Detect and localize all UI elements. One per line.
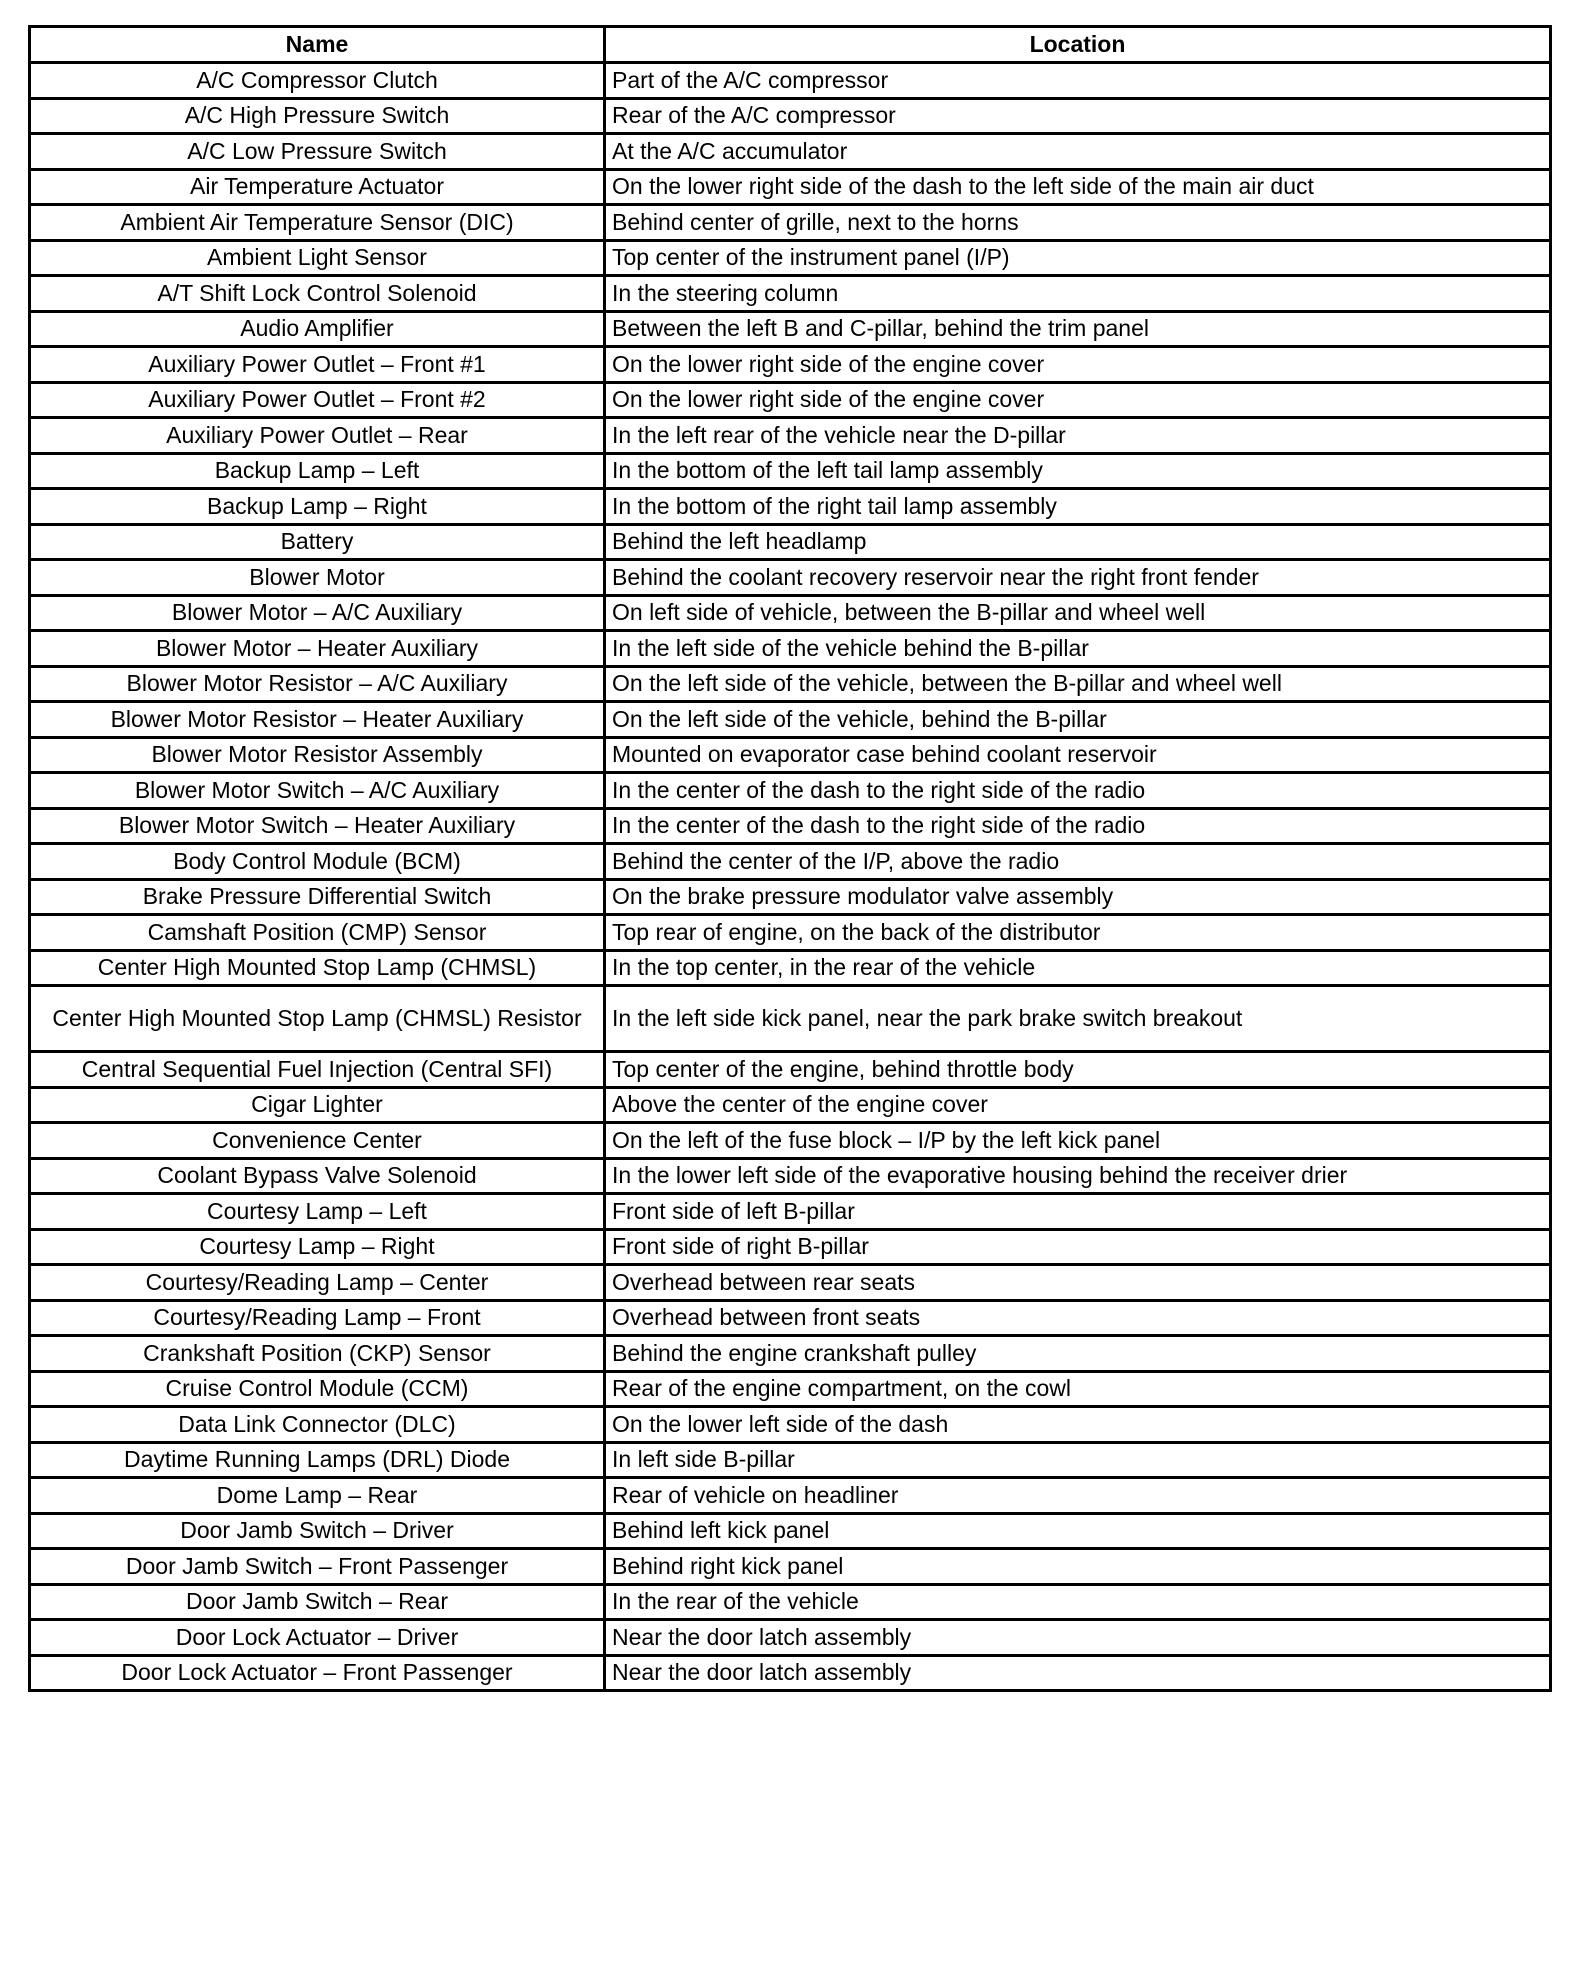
table-row	[30, 879, 1551, 915]
table-row	[30, 1300, 1551, 1336]
component-name-cell: A/C Compressor Clutch	[30, 63, 605, 99]
table-row	[30, 808, 1551, 844]
table-row	[30, 1123, 1551, 1159]
component-location-cell: Between the left B and C-pillar, behind the trim panel	[605, 311, 1551, 347]
component-location-cell: Behind the coolant recovery reservoir near the right front fender	[605, 560, 1551, 596]
component-location-cell: Behind left kick panel	[605, 1513, 1551, 1549]
component-name-cell: Door Jamb Switch – Front Passenger	[30, 1549, 605, 1585]
component-name-cell: Ambient Light Sensor	[30, 240, 605, 276]
component-name-cell: Door Jamb Switch – Driver	[30, 1513, 605, 1549]
table-row	[30, 205, 1551, 241]
table-row	[30, 382, 1551, 418]
component-location-cell: In the left rear of the vehicle near the D-pillar	[605, 418, 1551, 454]
component-name-cell: Convenience Center	[30, 1123, 605, 1159]
component-location-cell: Rear of vehicle on headliner	[605, 1478, 1551, 1514]
table-row	[30, 595, 1551, 631]
component-location-cell: At the A/C accumulator	[605, 134, 1551, 170]
component-location-cell: On the lower left side of the dash	[605, 1407, 1551, 1443]
table-header-row	[30, 27, 1551, 63]
table-row	[30, 666, 1551, 702]
component-location-cell: On the left side of the vehicle, between the B-pillar and wheel well	[605, 666, 1551, 702]
component-name-cell: Battery	[30, 524, 605, 560]
component-location-cell: In the top center, in the rear of the vehicle	[605, 950, 1551, 986]
component-location-cell: In left side B-pillar	[605, 1442, 1551, 1478]
table-row	[30, 1442, 1551, 1478]
table-row	[30, 134, 1551, 170]
component-name-cell: Courtesy Lamp – Left	[30, 1194, 605, 1230]
component-name-cell: Center High Mounted Stop Lamp (CHMSL)	[30, 950, 605, 986]
component-location-cell: In the rear of the vehicle	[605, 1584, 1551, 1620]
component-location-cell: In the left side of the vehicle behind the B-pillar	[605, 631, 1551, 667]
component-name-cell: Cigar Lighter	[30, 1087, 605, 1123]
component-location-cell: Behind center of grille, next to the horns	[605, 205, 1551, 241]
table-row	[30, 240, 1551, 276]
component-location-cell: In the steering column	[605, 276, 1551, 312]
component-name-cell: Blower Motor Resistor – Heater Auxiliary	[30, 702, 605, 738]
component-location-cell: Overhead between front seats	[605, 1300, 1551, 1336]
table-row	[30, 1265, 1551, 1301]
component-name-cell: Auxiliary Power Outlet – Rear	[30, 418, 605, 454]
table-row	[30, 950, 1551, 986]
table-row	[30, 1194, 1551, 1230]
table-row	[30, 169, 1551, 205]
component-name-cell: Dome Lamp – Rear	[30, 1478, 605, 1514]
component-name-cell: Brake Pressure Differential Switch	[30, 879, 605, 915]
component-location-cell: Overhead between rear seats	[605, 1265, 1551, 1301]
component-name-cell: Data Link Connector (DLC)	[30, 1407, 605, 1443]
component-location-cell: Front side of right B-pillar	[605, 1229, 1551, 1265]
component-name-cell: Camshaft Position (CMP) Sensor	[30, 915, 605, 951]
table-row	[30, 631, 1551, 667]
component-name-cell: Blower Motor – A/C Auxiliary	[30, 595, 605, 631]
component-name-cell: A/C High Pressure Switch	[30, 98, 605, 134]
component-location-cell: Top rear of engine, on the back of the distributor	[605, 915, 1551, 951]
component-name-cell: Door Jamb Switch – Rear	[30, 1584, 605, 1620]
component-name-cell: A/C Low Pressure Switch	[30, 134, 605, 170]
column-header-name: Name	[30, 27, 605, 63]
component-location-cell: In the bottom of the right tail lamp assembly	[605, 489, 1551, 525]
table-row	[30, 1549, 1551, 1585]
component-name-cell: Auxiliary Power Outlet – Front #1	[30, 347, 605, 383]
component-name-cell: Daytime Running Lamps (DRL) Diode	[30, 1442, 605, 1478]
table-body	[30, 63, 1551, 1691]
table-row	[30, 1087, 1551, 1123]
component-name-cell: Backup Lamp – Left	[30, 453, 605, 489]
table-row	[30, 773, 1551, 809]
component-name-cell: Coolant Bypass Valve Solenoid	[30, 1158, 605, 1194]
component-location-cell: In the lower left side of the evaporative housing behind the receiver drier	[605, 1158, 1551, 1194]
component-location-cell: On the brake pressure modulator valve assembly	[605, 879, 1551, 915]
table-row	[30, 1336, 1551, 1372]
table-row	[30, 63, 1551, 99]
component-name-cell: Blower Motor Resistor Assembly	[30, 737, 605, 773]
component-name-cell: Courtesy/Reading Lamp – Center	[30, 1265, 605, 1301]
component-name-cell: Backup Lamp – Right	[30, 489, 605, 525]
table-row	[30, 489, 1551, 525]
table-row	[30, 418, 1551, 454]
table-row	[30, 1478, 1551, 1514]
component-location-cell: Part of the A/C compressor	[605, 63, 1551, 99]
component-name-cell: Courtesy/Reading Lamp – Front	[30, 1300, 605, 1336]
component-name-cell: Center High Mounted Stop Lamp (CHMSL) Resistor	[30, 986, 605, 1052]
column-header-location: Location	[605, 27, 1551, 63]
component-location-cell: On the left of the fuse block – I/P by the left kick panel	[605, 1123, 1551, 1159]
component-location-cell: In the center of the dash to the right side of the radio	[605, 808, 1551, 844]
component-name-cell: Door Lock Actuator – Front Passenger	[30, 1655, 605, 1691]
table-row	[30, 1052, 1551, 1088]
component-name-cell: Blower Motor Switch – Heater Auxiliary	[30, 808, 605, 844]
table-row	[30, 1513, 1551, 1549]
component-location-cell: In the center of the dash to the right side of the radio	[605, 773, 1551, 809]
table-row	[30, 98, 1551, 134]
table-row	[30, 453, 1551, 489]
component-location-cell: Top center of the engine, behind throttle body	[605, 1052, 1551, 1088]
table-row	[30, 702, 1551, 738]
component-location-cell: Rear of the A/C compressor	[605, 98, 1551, 134]
component-name-cell: Courtesy Lamp – Right	[30, 1229, 605, 1265]
table-row	[30, 737, 1551, 773]
table-row	[30, 1158, 1551, 1194]
component-location-cell: In the left side kick panel, near the park brake switch breakout	[605, 986, 1551, 1052]
component-location-cell: Above the center of the engine cover	[605, 1087, 1551, 1123]
component-location-cell: Near the door latch assembly	[605, 1655, 1551, 1691]
component-location-cell: Mounted on evaporator case behind coolant reservoir	[605, 737, 1551, 773]
component-name-cell: Air Temperature Actuator	[30, 169, 605, 205]
component-location-cell: Near the door latch assembly	[605, 1620, 1551, 1656]
component-location-cell: Front side of left B-pillar	[605, 1194, 1551, 1230]
component-name-cell: Body Control Module (BCM)	[30, 844, 605, 880]
table-row	[30, 524, 1551, 560]
component-location-cell: Behind the engine crankshaft pulley	[605, 1336, 1551, 1372]
component-name-cell: Cruise Control Module (CCM)	[30, 1371, 605, 1407]
component-location-cell: In the bottom of the left tail lamp assembly	[605, 453, 1551, 489]
component-locator-table	[28, 25, 1552, 1692]
component-name-cell: Blower Motor Resistor – A/C Auxiliary	[30, 666, 605, 702]
component-name-cell: Audio Amplifier	[30, 311, 605, 347]
component-locator-table-wrapper	[28, 25, 1549, 1692]
table-row	[30, 311, 1551, 347]
table-row	[30, 1407, 1551, 1443]
component-location-cell: On the left side of the vehicle, behind the B-pillar	[605, 702, 1551, 738]
component-name-cell: Auxiliary Power Outlet – Front #2	[30, 382, 605, 418]
component-location-cell: On the lower right side of the engine cover	[605, 347, 1551, 383]
table-row	[30, 1584, 1551, 1620]
table-row	[30, 915, 1551, 951]
component-location-cell: Behind right kick panel	[605, 1549, 1551, 1585]
component-location-cell: Rear of the engine compartment, on the cowl	[605, 1371, 1551, 1407]
component-name-cell: Central Sequential Fuel Injection (Central SFI)	[30, 1052, 605, 1088]
component-location-cell: Behind the center of the I/P, above the radio	[605, 844, 1551, 880]
table-row	[30, 844, 1551, 880]
table-row	[30, 560, 1551, 596]
component-name-cell: Blower Motor – Heater Auxiliary	[30, 631, 605, 667]
component-name-cell: Crankshaft Position (CKP) Sensor	[30, 1336, 605, 1372]
table-row	[30, 347, 1551, 383]
table-row	[30, 1620, 1551, 1656]
table-row	[30, 276, 1551, 312]
table-row	[30, 1371, 1551, 1407]
component-location-cell: On the lower right side of the engine cover	[605, 382, 1551, 418]
table-row	[30, 986, 1551, 1052]
component-name-cell: Blower Motor	[30, 560, 605, 596]
component-name-cell: A/T Shift Lock Control Solenoid	[30, 276, 605, 312]
component-name-cell: Blower Motor Switch – A/C Auxiliary	[30, 773, 605, 809]
component-location-cell: On the lower right side of the dash to the left side of the main air duct	[605, 169, 1551, 205]
table-row	[30, 1655, 1551, 1691]
table-row	[30, 1229, 1551, 1265]
component-location-cell: Behind the left headlamp	[605, 524, 1551, 560]
component-location-cell: Top center of the instrument panel (I/P)	[605, 240, 1551, 276]
component-name-cell: Door Lock Actuator – Driver	[30, 1620, 605, 1656]
component-location-cell: On left side of vehicle, between the B-pillar and wheel well	[605, 595, 1551, 631]
component-name-cell: Ambient Air Temperature Sensor (DIC)	[30, 205, 605, 241]
